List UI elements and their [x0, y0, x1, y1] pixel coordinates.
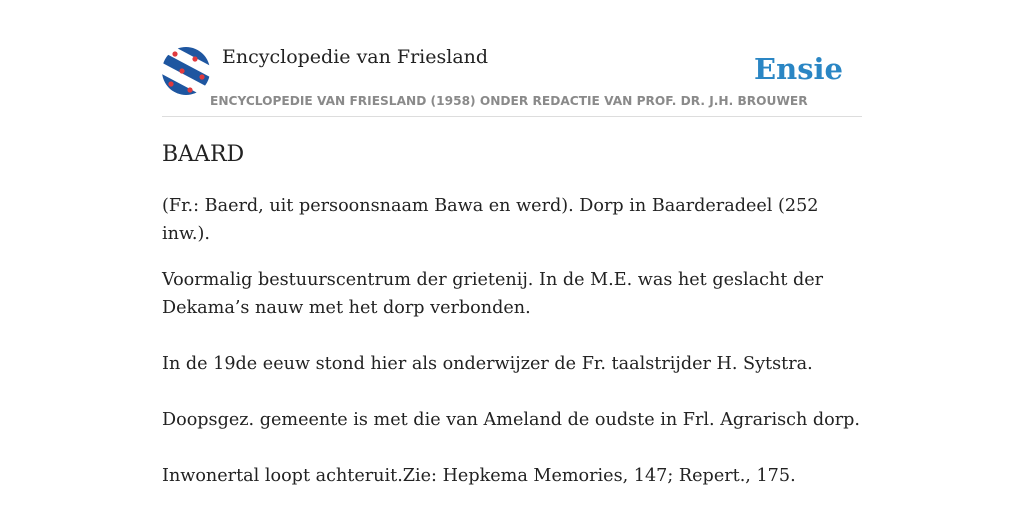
- article-paragraph: Inwonertal loopt achteruit.Zie: Hepkema Memories, 147; Repert., 175.: [162, 466, 796, 486]
- article-paragraph: Voormalig bestuurscentrum der grietenij. In de M.E. was het geslacht der Dekama’s nauw met het dorp verbonden.: [162, 270, 824, 318]
- site-header: [162, 0, 862, 117]
- article-paragraph: In de 19de eeuw stond hier als onderwijzer de Fr. taalstrijder H. Sytstra.: [162, 354, 813, 374]
- article-title: BAARD: [162, 142, 245, 167]
- frisian-flag-logo-icon[interactable]: [162, 47, 210, 95]
- brand-logo-text[interactable]: Ensie: [754, 52, 843, 86]
- article-paragraph: (Fr.: Baerd, uit persoonsnaam Bawa en werd). Dorp in Baarderadeel (252 inw.).: [162, 196, 819, 244]
- site-subtitle: ENCYCLOPEDIE VAN FRIESLAND (1958) ONDER REDACTIE VAN PROF. DR. J.H. BROUWER: [210, 94, 808, 108]
- article-paragraph: Doopsgez. gemeente is met die van Ameland de oudste in Frl. Agrarisch dorp.: [162, 410, 861, 430]
- site-name[interactable]: Encyclopedie van Friesland: [222, 46, 489, 68]
- article: [162, 140, 862, 490]
- page: [162, 0, 862, 486]
